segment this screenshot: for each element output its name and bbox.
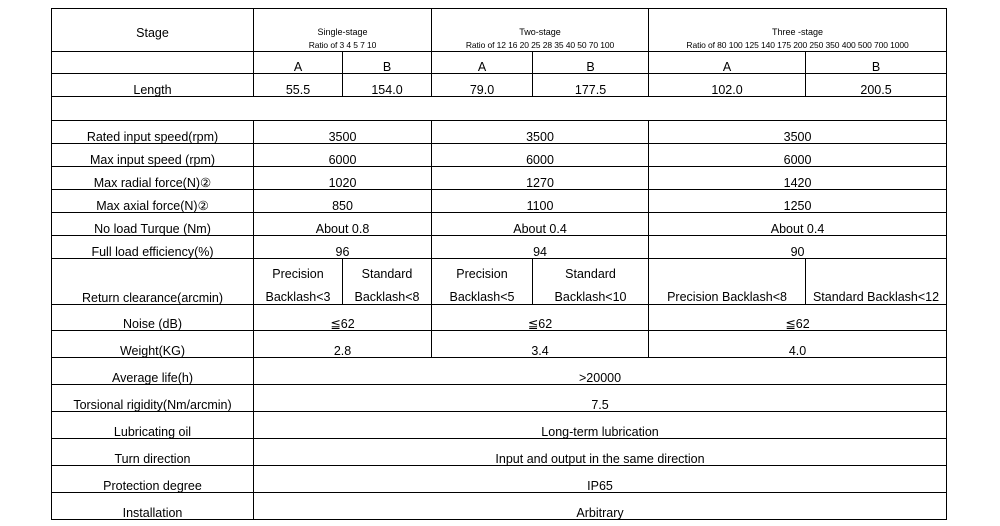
two-stage-header: Two-stage Ratio of 12 16 20 25 28 35 40 50 70 100 bbox=[432, 9, 649, 52]
value-cell: About 0.8 bbox=[254, 213, 432, 236]
value-cell: 3.4 bbox=[432, 331, 649, 358]
value-cell: IP65 bbox=[254, 466, 947, 493]
spec-row bbox=[52, 190, 947, 213]
row-label: Protection degree bbox=[52, 466, 254, 493]
clearance-cell bbox=[343, 259, 432, 305]
value-cell: 177.5 bbox=[533, 74, 649, 97]
value-cell: 102.0 bbox=[649, 74, 806, 97]
value-cell: ≦62 bbox=[254, 305, 432, 331]
variant-cell: B bbox=[533, 52, 649, 74]
weight-row bbox=[52, 331, 947, 358]
clearance-cell bbox=[432, 259, 533, 305]
value-cell: 55.5 bbox=[254, 74, 343, 97]
row-label: Full load efficiency(%) bbox=[52, 236, 254, 259]
row-label: Torsional rigidity(Nm/arcmin) bbox=[52, 385, 254, 412]
clearance-cell bbox=[533, 259, 649, 305]
value-cell: 6000 bbox=[254, 144, 432, 167]
row-label: Installation bbox=[52, 493, 254, 520]
value-cell: 1420 bbox=[649, 167, 947, 190]
variant-label-cell bbox=[52, 52, 254, 74]
row-label: No load Turque (Nm) bbox=[52, 213, 254, 236]
value-cell: 3500 bbox=[432, 121, 649, 144]
length-row bbox=[52, 74, 947, 97]
value-cell: 7.5 bbox=[254, 385, 947, 412]
value-cell: 94 bbox=[432, 236, 649, 259]
common-row bbox=[52, 358, 947, 385]
stage-header: Stage bbox=[52, 9, 254, 52]
row-label: Weight(KG) bbox=[52, 331, 254, 358]
clearance-grade: Standard bbox=[565, 267, 616, 281]
row-label: Max axial force(N)② bbox=[52, 190, 254, 213]
value-cell: About 0.4 bbox=[649, 213, 947, 236]
clearance-cell bbox=[254, 259, 343, 305]
spec-row bbox=[52, 236, 947, 259]
value-cell: 850 bbox=[254, 190, 432, 213]
clearance-value: Backlash<3 bbox=[265, 289, 331, 304]
value-cell: Arbitrary bbox=[254, 493, 947, 520]
clearance-value: Backlash<10 bbox=[554, 289, 627, 304]
variant-cell: A bbox=[649, 52, 806, 74]
value-cell: Input and output in the same direction bbox=[254, 439, 947, 466]
value-cell: ≦62 bbox=[649, 305, 947, 331]
variant-cell: B bbox=[343, 52, 432, 74]
spec-row bbox=[52, 167, 947, 190]
spacer-row bbox=[52, 97, 947, 121]
value-cell: ≦62 bbox=[432, 305, 649, 331]
value-cell: 3500 bbox=[254, 121, 432, 144]
common-row bbox=[52, 466, 947, 493]
row-label: Max input speed (rpm) bbox=[52, 144, 254, 167]
value-cell: 79.0 bbox=[432, 74, 533, 97]
value-cell: 6000 bbox=[649, 144, 947, 167]
clearance-grade: Standard bbox=[361, 267, 413, 281]
clearance-cell bbox=[806, 259, 947, 305]
variant-row bbox=[52, 52, 947, 74]
value-cell: About 0.4 bbox=[432, 213, 649, 236]
spec-row bbox=[52, 121, 947, 144]
header-row bbox=[52, 9, 947, 52]
value-cell: 1250 bbox=[649, 190, 947, 213]
value-cell: 90 bbox=[649, 236, 947, 259]
row-label: Return clearance(arcmin) bbox=[52, 259, 254, 305]
clearance-value: Backlash<8 bbox=[354, 289, 420, 304]
row-label: Noise (dB) bbox=[52, 305, 254, 331]
value-cell: 3500 bbox=[649, 121, 947, 144]
spec-row bbox=[52, 213, 947, 236]
value-cell: 1100 bbox=[432, 190, 649, 213]
single-stage-header: Single-stage Ratio of 3 4 5 7 10 bbox=[254, 9, 432, 52]
value-cell: 4.0 bbox=[649, 331, 947, 358]
common-row bbox=[52, 493, 947, 520]
variant-cell: A bbox=[432, 52, 533, 74]
value-cell: 200.5 bbox=[806, 74, 947, 97]
row-label: Rated input speed(rpm) bbox=[52, 121, 254, 144]
value-cell: Long-term lubrication bbox=[254, 412, 947, 439]
clearance-cell bbox=[649, 259, 806, 305]
value-cell: 1020 bbox=[254, 167, 432, 190]
variant-cell: A bbox=[254, 52, 343, 74]
row-label: Max radial force(N)② bbox=[52, 167, 254, 190]
clearance-grade: Precision bbox=[456, 267, 508, 281]
spacer-cell bbox=[52, 97, 947, 121]
clearance-row bbox=[52, 259, 947, 305]
variant-cell: B bbox=[806, 52, 947, 74]
noise-row bbox=[52, 305, 947, 331]
row-label: Length bbox=[52, 74, 254, 97]
value-cell: 1270 bbox=[432, 167, 649, 190]
common-row bbox=[52, 439, 947, 466]
row-label: Turn direction bbox=[52, 439, 254, 466]
clearance-value: Precision Backlash<8 bbox=[667, 289, 787, 304]
spec-row bbox=[52, 144, 947, 167]
value-cell: 96 bbox=[254, 236, 432, 259]
value-cell: 6000 bbox=[432, 144, 649, 167]
clearance-grade: Precision bbox=[272, 267, 324, 281]
spec-table bbox=[51, 8, 947, 520]
value-cell: 154.0 bbox=[343, 74, 432, 97]
three-stage-header: Three -stage Ratio of 80 100 125 140 175 200 250 350 400 500 700 1000 bbox=[649, 9, 947, 52]
common-row bbox=[52, 385, 947, 412]
clearance-value: Backlash<5 bbox=[449, 289, 515, 304]
value-cell: >20000 bbox=[254, 358, 947, 385]
row-label: Lubricating oil bbox=[52, 412, 254, 439]
common-row bbox=[52, 412, 947, 439]
row-label: Average life(h) bbox=[52, 358, 254, 385]
clearance-value: Standard Backlash<12 bbox=[812, 289, 940, 304]
value-cell: 2.8 bbox=[254, 331, 432, 358]
